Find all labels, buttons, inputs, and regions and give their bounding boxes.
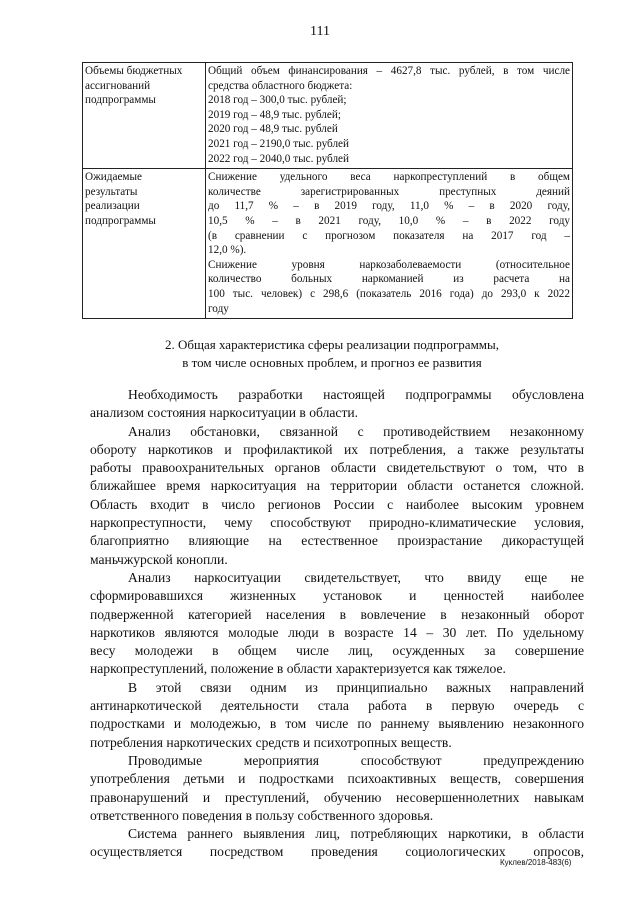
row-content-line: количестве зарегистрированных преступных деяний [208,185,570,198]
paragraph-line: Необходимость разработки настоящей подпрограммы обусловлена [128,387,584,402]
row-label-cell [83,169,206,319]
page-number: 111 [310,24,330,39]
table-row [83,169,573,319]
row-content-line: году [208,302,229,315]
paragraph-line: анализом состояния наркоситуации в области. [90,405,359,421]
paragraph-line: наркопреступности, чему способствуют природно-климатические условия, [90,515,584,531]
row-content-line: количество больных наркоманией из расчета на [208,273,570,286]
row-label-line: Ожидаемые [85,171,142,184]
paragraph-line: Система раннего выявления лиц, потребляющих наркотики, в области [128,826,584,842]
table-row [83,63,573,169]
row-content-line: Снижение уровня наркозаболеваемости (относительное [208,258,570,271]
body-text [90,386,584,862]
paragraph-line: весу молодежи в общем числе лиц, осужденных за совершение [90,643,584,659]
row-label-cell [83,63,206,169]
row-content-line: 2020 год – 48,9 тыс. рублей [208,123,338,136]
paragraph-line: осуществляется посредством проведения социологических опросов, [90,844,584,860]
row-content-line: 2022 год – 2040,0 тыс. рублей [208,152,350,165]
paragraph [90,752,584,825]
paragraph [90,679,584,752]
paragraph-line: благоприятно влияющие на естественное произрастание дикорастущей [90,533,584,549]
row-label-line: результаты [85,185,138,198]
row-content-line: 2018 год – 300,0 тыс. рублей; [208,94,347,107]
row-content-line: (в сравнении с прогнозом показателя на 2017 год – [208,229,570,242]
paragraph-line: Анализ наркоситуации свидетельствует, что ввиду еще не [128,569,584,585]
paragraph-line: Проводимые мероприятия способствуют предупреждению [128,752,584,768]
row-content-line: 12,0 %). [208,244,247,257]
paragraph-line: антинаркотической деятельности стала работа в первую очередь с [90,698,584,714]
paragraph-line: ответственного поведения в пользу собственного здоровья. [90,807,434,823]
row-content-line: 2021 год – 2190,0 тыс. рублей [208,137,350,150]
paragraph-line: ближайшее время наркоситуация на территории области останется сложной. [90,478,584,494]
paragraph-line: сформировавшихся жизненных установок и ценностей наиболее [90,588,584,604]
row-content-line: 100 тыс. человек) с 298,6 (показатель 2016 года) до 293,0 к 2022 [208,287,570,300]
paragraph-line: В этой связи одним из принципиально важных направлений [128,679,584,695]
paragraph-line: подверженной категорией населения в вовлечение в незаконный оборот [90,606,584,622]
passport-table [82,62,573,319]
paragraph-line: Область входит в число регионов России с наиболее высоким уровнем [90,496,584,512]
paragraph-line: наркопреступлений, положение в области характеризуется как тяжелое. [90,661,506,677]
row-label-line: подпрограммы [85,94,156,107]
paragraph-line: Анализ обстановки, связанной с противодействием незаконному [128,423,584,439]
row-content-cell [206,169,573,319]
paragraph-line: работы правоохранительных органов области свидетельствуют о том, что в [90,460,584,476]
row-content-line: 10,5 % – в 2021 году, 10,0 % – в 2022 году [208,214,570,227]
paragraph-line: наркотиков являются молодые люди в возрасте 14 – 30 лет. По удельному [90,624,584,640]
row-label-line: реализации [85,200,140,213]
paragraph [90,569,584,679]
row-label-line: подпрограммы [85,214,156,227]
paragraph [90,423,584,569]
paragraph [90,825,584,862]
section-heading [82,336,582,372]
paragraph-line: потребления наркотических средств и психотропных веществ. [90,734,452,750]
section-heading-line: 2. Общая характеристика сферы реализации подпрограммы, [164,337,500,352]
row-content-line: Снижение удельного веса наркопреступлений в общем [208,171,570,184]
paragraph-line: обороту наркотиков и профилактикой их потребления, а также результаты [90,441,584,457]
paragraph-line: подростками и молодежью, в том числе по раннему выявлению незаконного [90,716,584,732]
row-label-line: ассигнований [85,79,151,92]
paragraph [90,386,584,423]
row-content-line: до 11,7 % – в 2019 году, 11,0 % – в 2020 году, [208,200,570,213]
row-content-line: 2019 год – 48,9 тыс. рублей; [208,108,341,121]
paragraph-line: маньчжурской конопли. [90,551,228,567]
document-code: Куклев/2018-483(6) [500,858,572,867]
row-content-line: средства областного бюджета: [208,79,353,92]
row-content-cell [206,63,573,169]
row-label-line: Объемы бюджетных [85,65,183,77]
row-content-line: Общий объем финансирования – 4627,8 тыс. рублей, в том числе [208,65,570,77]
paragraph-line: правонарушений и преступлений, обучению несовершеннолетних навыкам [90,789,584,805]
section-heading-line: в том числе основных проблем, и прогноз ее развития [182,355,482,370]
paragraph-line: употребления детьми и подростками психоактивных веществ, совершения [90,771,584,787]
